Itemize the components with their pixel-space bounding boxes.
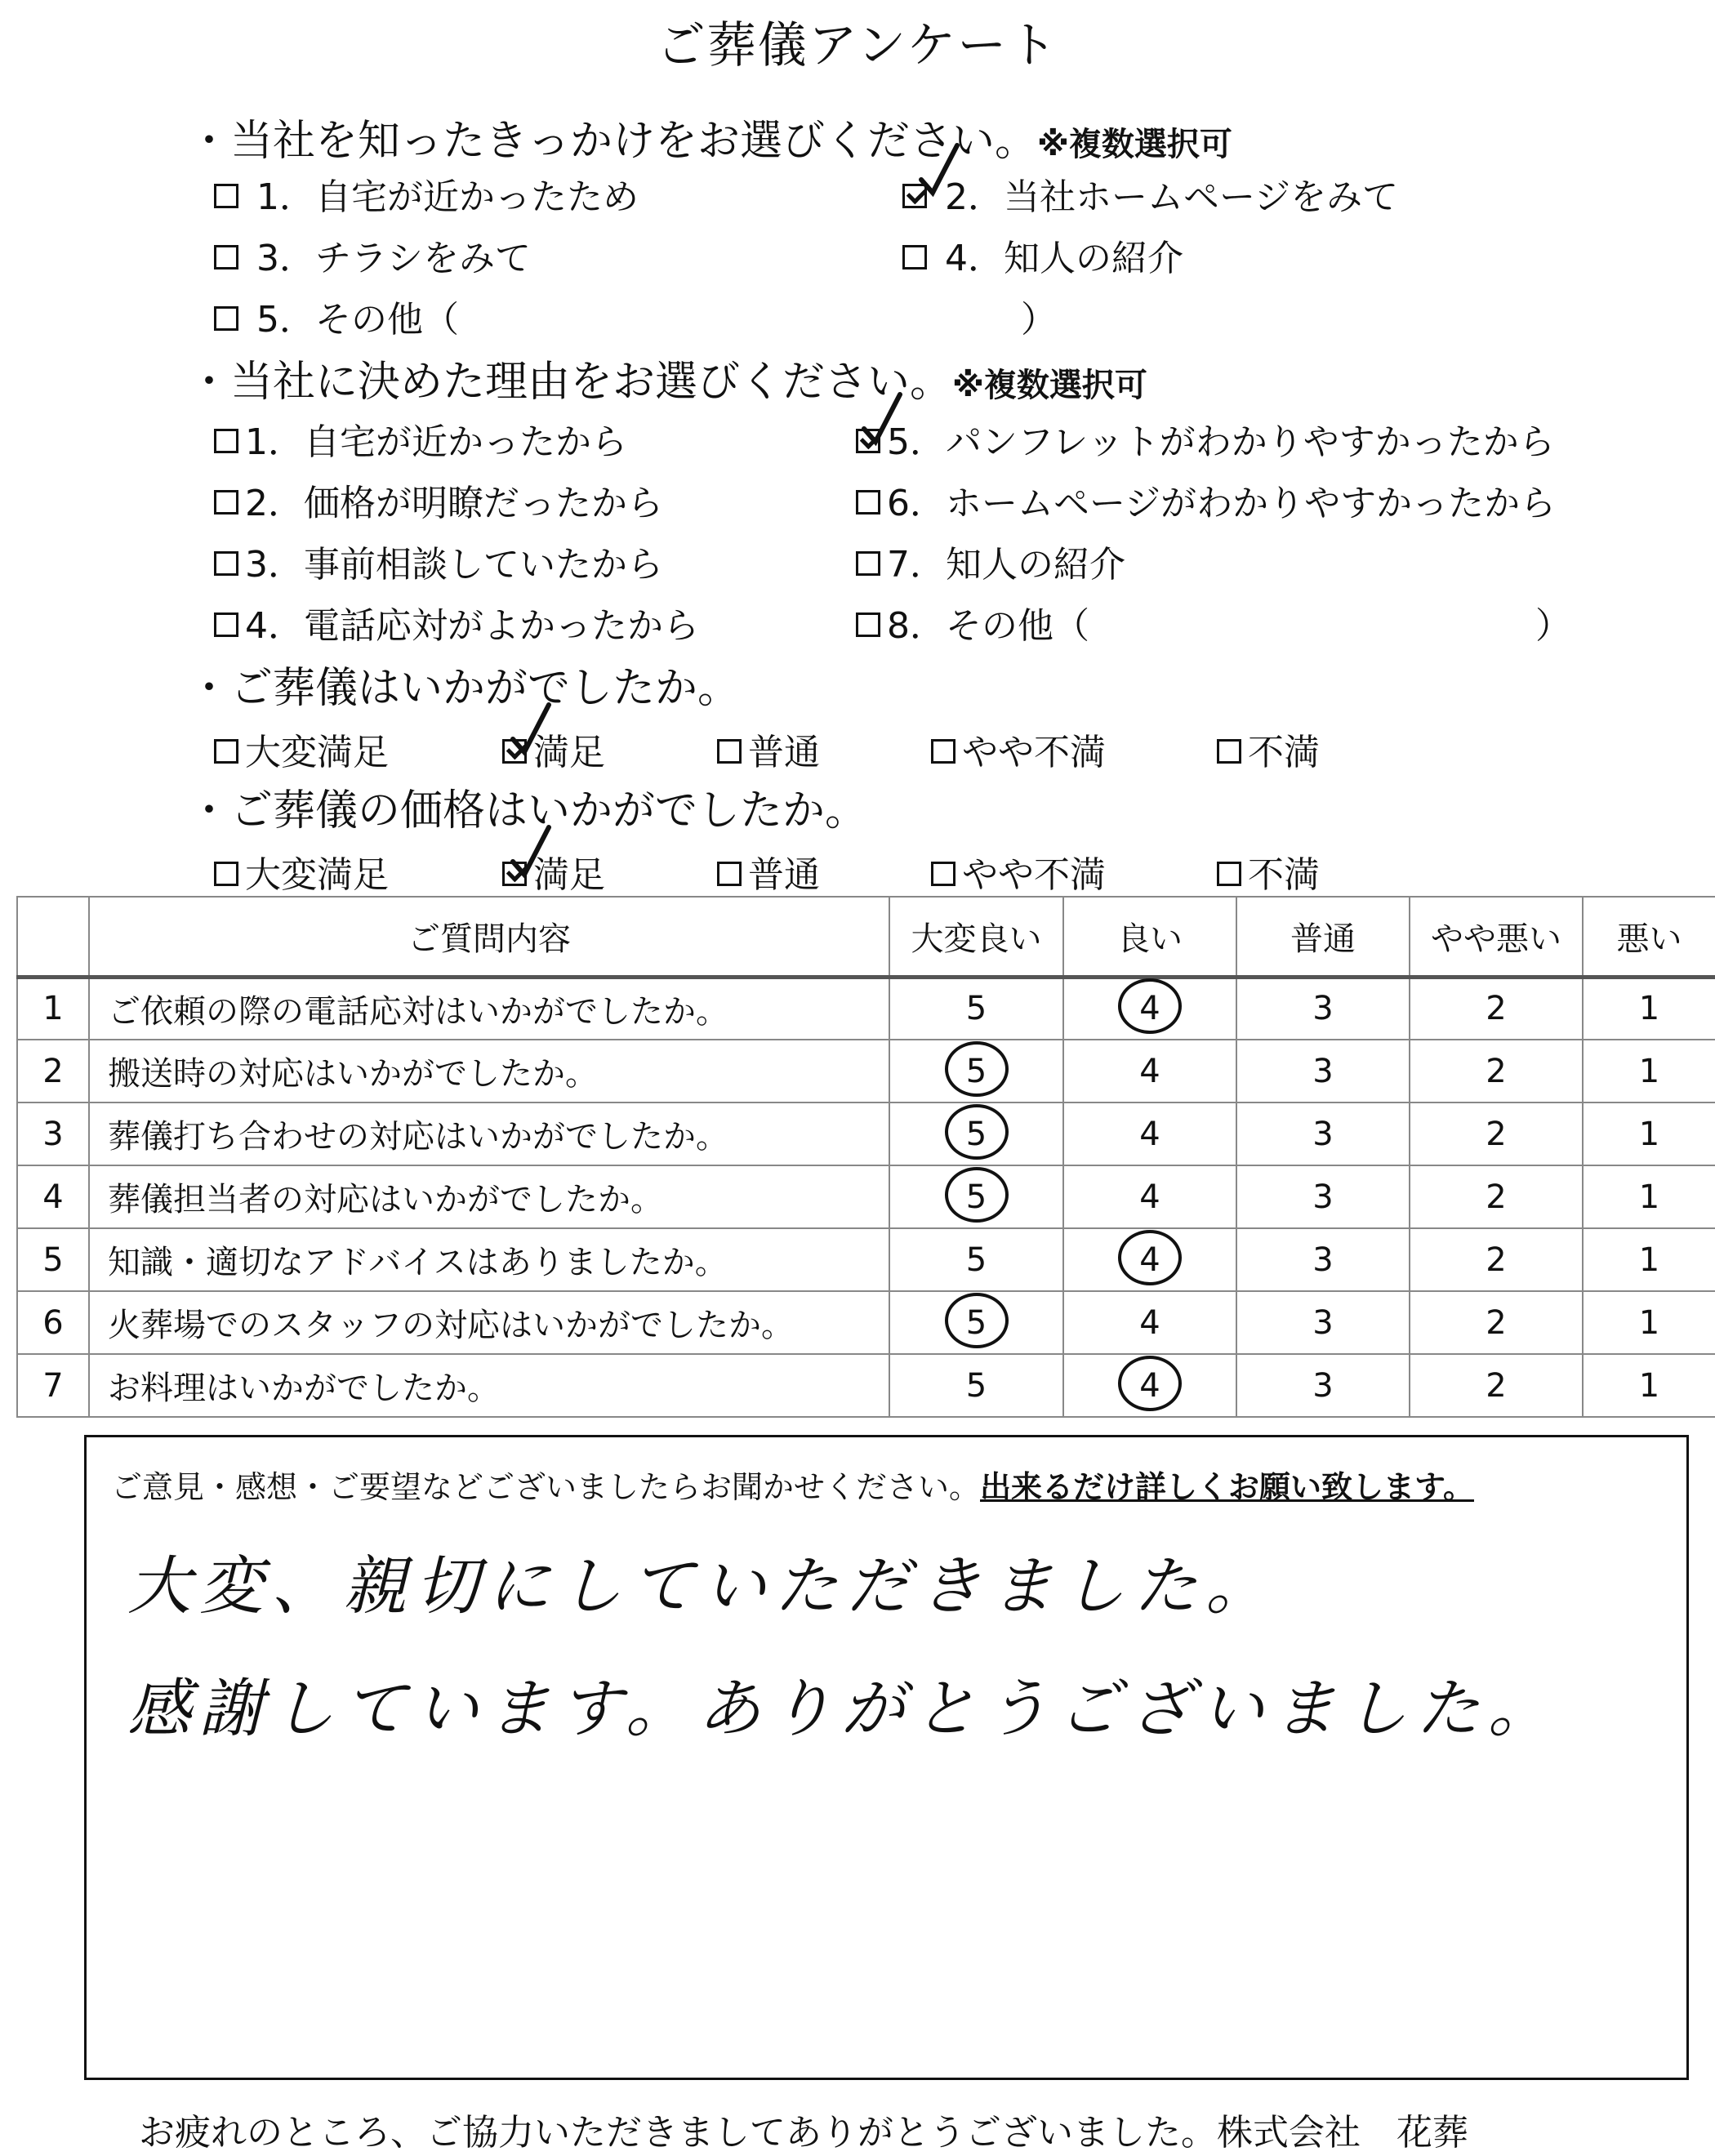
rating-value: 1 (1638, 1366, 1660, 1405)
option-checkbox[interactable] (214, 229, 531, 281)
question-price-satisfaction: ・ご葬儀の価格はいかがでしたか。 (188, 786, 868, 835)
question-funeral-satisfaction: ・ご葬儀はいかがでしたか。 (188, 664, 741, 713)
option-checkbox[interactable] (856, 535, 1125, 587)
rating-value-selected: 4 (1139, 990, 1160, 1028)
rating-value-selected: 4 (1139, 1366, 1160, 1405)
rating-cell[interactable] (1063, 1040, 1236, 1102)
rating-cell[interactable] (1063, 1291, 1236, 1354)
row-number: 2 (17, 1040, 89, 1102)
rating-value-selected: 5 (965, 1178, 987, 1216)
header-bad: 悪い (1583, 897, 1715, 977)
option-checkbox[interactable] (931, 845, 1106, 898)
multi-select-note: ※複数選択可 (1037, 126, 1232, 163)
option-label: 5．パンフレットがわかりやすかったから (887, 421, 1555, 463)
checkbox-icon[interactable] (214, 612, 238, 637)
row-number: 1 (17, 977, 89, 1040)
checkbox-icon[interactable] (214, 862, 238, 886)
header-somewhat-bad: やや悪い (1410, 897, 1583, 977)
rating-cell[interactable] (889, 1354, 1063, 1417)
rating-value: 5 (965, 990, 987, 1028)
rating-value: 3 (1312, 1052, 1334, 1090)
rating-cell[interactable] (889, 977, 1063, 1040)
rating-cell[interactable] (1063, 1102, 1236, 1165)
rating-cell[interactable] (1583, 1291, 1715, 1354)
option-label: 3．事前相談していたから (245, 544, 663, 586)
multi-select-note: ※複数選択可 (952, 367, 1147, 404)
rating-value-selected: 5 (965, 1052, 987, 1090)
option-checkbox[interactable] (902, 167, 1398, 220)
option-checkbox[interactable] (214, 290, 459, 342)
row-question: 搬送時の対応はいかがでしたか。 (89, 1040, 889, 1102)
option-checkbox[interactable] (214, 535, 663, 587)
rating-value: 2 (1486, 1115, 1507, 1153)
option-label: 不満 (1248, 732, 1320, 773)
rating-cell[interactable] (1236, 1040, 1410, 1102)
rating-cell[interactable] (1410, 1165, 1583, 1228)
option-checkbox[interactable] (1217, 723, 1320, 775)
checkbox-icon[interactable] (214, 184, 238, 208)
rating-value: 1 (1638, 1241, 1660, 1279)
option-checkbox[interactable] (214, 723, 389, 775)
checkbox-icon[interactable] (931, 739, 956, 764)
row-number: 7 (17, 1354, 89, 1417)
rating-value: 3 (1312, 1303, 1334, 1342)
rating-cell[interactable] (1236, 1102, 1410, 1165)
row-question: 葬儀打ち合わせの対応はいかがでしたか。 (89, 1102, 889, 1165)
row-question: ご依頼の際の電話応対はいかがでしたか。 (89, 977, 889, 1040)
rating-cell[interactable] (1583, 1102, 1715, 1165)
handwritten-check-icon (858, 388, 906, 453)
rating-cell[interactable] (889, 1040, 1063, 1102)
table-row (17, 1165, 1715, 1228)
checkbox-icon[interactable] (717, 862, 742, 886)
checkbox-icon[interactable] (214, 739, 238, 764)
comment-prompt-text: ご意見・感想・ご要望などございましたらお聞かせください。 (111, 1469, 981, 1505)
rating-value: 2 (1486, 1178, 1507, 1216)
option-checkbox[interactable] (856, 596, 1089, 648)
checkbox-icon[interactable] (717, 739, 742, 764)
rating-cell[interactable] (889, 1102, 1063, 1165)
rating-cell[interactable] (1410, 1102, 1583, 1165)
option-label: 2．当社ホームページをみて (945, 176, 1399, 218)
rating-value: 1 (1638, 990, 1660, 1028)
option-checkbox[interactable] (214, 412, 627, 465)
option-checkbox[interactable] (717, 845, 820, 898)
option-checkbox[interactable] (717, 723, 820, 775)
option-label: 8．その他（ (887, 605, 1089, 647)
rating-cell[interactable] (1236, 1354, 1410, 1417)
option-label: 6．ホームページがわかりやすかったから (887, 483, 1557, 524)
handwritten-comment-line: 大変、親切にしていただきました。 (127, 1550, 1278, 1624)
row-number: 3 (17, 1102, 89, 1165)
option-label: 不満 (1248, 854, 1320, 896)
rating-cell[interactable] (1236, 977, 1410, 1040)
comment-prompt-emphasis: 出来るだけ詳しくお願い致します。 (980, 1469, 1474, 1505)
option-label: 普通 (748, 854, 820, 896)
footer-thanks: お疲れのところ、ご協力いただきましてありがとうございました。株式会社 花葬 (139, 2112, 1468, 2154)
rating-cell[interactable] (1583, 1165, 1715, 1228)
handwritten-check-icon (915, 139, 964, 204)
checkbox-icon[interactable] (214, 306, 238, 331)
option-checkbox[interactable] (214, 167, 639, 220)
option-checkbox[interactable] (856, 412, 1555, 465)
rating-value: 3 (1312, 990, 1334, 1028)
rating-cell[interactable] (1583, 1228, 1715, 1291)
rating-value: 1 (1638, 1115, 1660, 1153)
checkbox-icon[interactable] (214, 245, 238, 270)
option-label: やや不満 (962, 854, 1106, 896)
rating-value-selected: 4 (1139, 1241, 1160, 1279)
rating-cell[interactable] (1410, 977, 1583, 1040)
rating-cell[interactable] (889, 1228, 1063, 1291)
header-no (17, 897, 89, 977)
rating-value: 4 (1139, 1115, 1160, 1153)
rating-cell[interactable] (1583, 1354, 1715, 1417)
table-row (17, 1291, 1715, 1354)
close-paren: ） (1535, 605, 1571, 647)
checkbox-icon[interactable] (1217, 739, 1241, 764)
header-very-good: 大変良い (889, 897, 1063, 977)
rating-cell[interactable] (1410, 1354, 1583, 1417)
question-how-heard (188, 106, 1232, 167)
rating-value: 2 (1486, 1366, 1507, 1405)
rating-value: 1 (1638, 1303, 1660, 1342)
checkbox-icon[interactable] (1217, 862, 1241, 886)
option-label: 4．知人の紹介 (945, 238, 1183, 279)
comment-prompt (111, 1462, 1474, 1507)
option-checkbox[interactable] (214, 845, 389, 898)
rating-value: 1 (1638, 1178, 1660, 1216)
rating-value: 3 (1312, 1241, 1334, 1279)
option-label: やや不満 (962, 732, 1106, 773)
question-why-chosen (188, 347, 1147, 408)
checkbox-icon[interactable] (902, 245, 927, 270)
question-text: ・当社に決めた理由をお選びください。 (188, 358, 953, 407)
rating-cell[interactable] (1583, 1040, 1715, 1102)
option-label: 普通 (748, 732, 820, 773)
handwritten-check-icon (506, 698, 555, 764)
option-label: 満足 (533, 732, 605, 773)
rating-value: 2 (1486, 1303, 1507, 1342)
table-row (17, 1102, 1715, 1165)
rating-value: 2 (1486, 1052, 1507, 1090)
rating-cell[interactable] (889, 1165, 1063, 1228)
checkbox-icon[interactable] (856, 490, 880, 514)
checkbox-icon[interactable] (214, 490, 238, 514)
option-checkbox[interactable] (856, 474, 1556, 526)
option-checkbox[interactable] (931, 723, 1106, 775)
rating-value: 5 (965, 1241, 987, 1279)
table-header-row (17, 897, 1715, 977)
option-label: 1．自宅が近かったため (256, 176, 639, 218)
comment-box[interactable] (84, 1435, 1689, 2080)
row-question: 知識・適切なアドバイスはありましたか。 (89, 1228, 889, 1291)
option-label: 満足 (533, 854, 605, 896)
rating-value: 2 (1486, 990, 1507, 1028)
row-number: 5 (17, 1228, 89, 1291)
option-label: 大変満足 (245, 732, 389, 773)
rating-cell[interactable] (1236, 1291, 1410, 1354)
row-question: お料理はいかがでしたか。 (89, 1354, 889, 1417)
page-title: ご葬儀アンケート (656, 17, 1059, 74)
row-number: 4 (17, 1165, 89, 1228)
table-row (17, 1354, 1715, 1417)
rating-value: 4 (1139, 1303, 1160, 1342)
checkbox-icon[interactable] (856, 612, 880, 637)
option-checkbox[interactable] (1217, 845, 1320, 898)
rating-table (16, 896, 1715, 1418)
option-label: 2．価格が明瞭だったから (245, 483, 663, 524)
rating-value: 1 (1638, 1052, 1660, 1090)
rating-value-selected: 5 (965, 1303, 987, 1342)
rating-value: 3 (1312, 1115, 1334, 1153)
row-question: 火葬場でのスタッフの対応はいかがでしたか。 (89, 1291, 889, 1354)
rating-cell[interactable] (1063, 1228, 1236, 1291)
rating-cell[interactable] (1236, 1165, 1410, 1228)
option-label: 4．電話応対がよかったから (245, 605, 699, 647)
option-label: 7．知人の紹介 (887, 544, 1125, 586)
rating-value: 5 (965, 1366, 987, 1405)
table-row (17, 1228, 1715, 1291)
row-number: 6 (17, 1291, 89, 1354)
row-question: 葬儀担当者の対応はいかがでしたか。 (89, 1165, 889, 1228)
option-checkbox[interactable] (214, 596, 699, 648)
rating-value: 3 (1312, 1178, 1334, 1216)
rating-cell[interactable] (1236, 1228, 1410, 1291)
rating-cell[interactable] (1410, 1291, 1583, 1354)
option-label: 3．チラシをみて (256, 238, 531, 279)
table-row (17, 1040, 1715, 1102)
handwritten-check-icon (506, 821, 555, 886)
close-paren: ） (1021, 299, 1057, 341)
checkbox-icon[interactable] (214, 429, 238, 453)
rating-cell[interactable] (1063, 977, 1236, 1040)
rating-cell[interactable] (889, 1291, 1063, 1354)
rating-cell[interactable] (1063, 1165, 1236, 1228)
rating-value: 3 (1312, 1366, 1334, 1405)
rating-value-selected: 5 (965, 1115, 987, 1153)
rating-value: 4 (1139, 1178, 1160, 1216)
checkbox-icon[interactable] (931, 862, 956, 886)
option-label: 大変満足 (245, 854, 389, 896)
question-text: ・当社を知ったきっかけをお選びください。 (188, 117, 1038, 166)
checkbox-icon[interactable] (856, 551, 880, 576)
option-label: 1．自宅が近かったから (245, 421, 627, 463)
rating-value: 4 (1139, 1052, 1160, 1090)
rating-cell[interactable] (1410, 1040, 1583, 1102)
table-row (17, 977, 1715, 1040)
header-average: 普通 (1236, 897, 1410, 977)
checkbox-icon[interactable] (214, 551, 238, 576)
handwritten-comment-line: 感謝しています。ありがとうございました。 (127, 1673, 1560, 1746)
header-good: 良い (1063, 897, 1236, 977)
rating-cell[interactable] (1583, 977, 1715, 1040)
header-question: ご質問内容 (89, 897, 889, 977)
option-checkbox[interactable] (214, 474, 663, 526)
rating-cell[interactable] (1410, 1228, 1583, 1291)
rating-cell[interactable] (1063, 1354, 1236, 1417)
option-label: 5．その他（ (256, 299, 459, 341)
option-checkbox[interactable] (902, 229, 1183, 281)
rating-value: 2 (1486, 1241, 1507, 1279)
